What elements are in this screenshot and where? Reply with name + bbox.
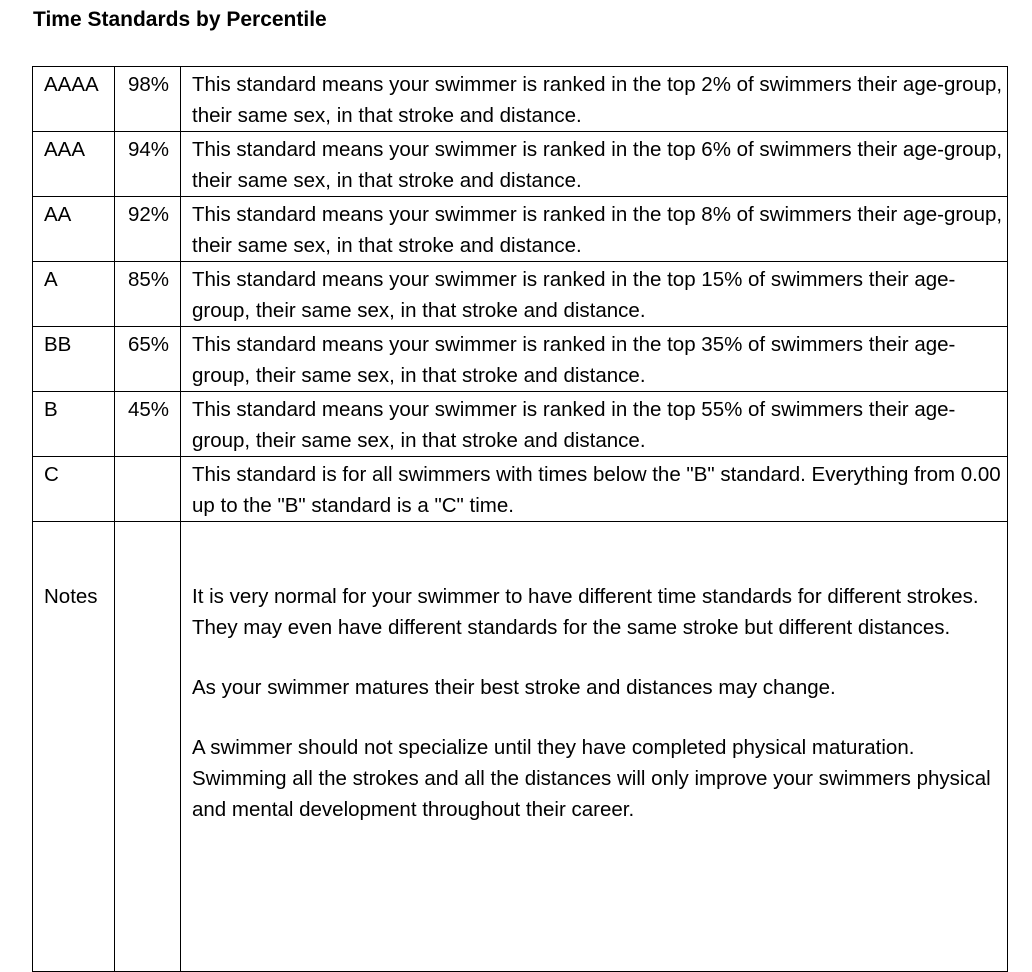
standard-level: AAA — [33, 132, 115, 197]
table-row — [33, 197, 1008, 262]
standard-description: This standard means your swimmer is ranked in the top 6% of swimmers their age-group, their same sex, in that stroke and distance. — [181, 132, 1008, 197]
standard-level: BB — [33, 327, 115, 392]
notes-label: Notes — [33, 522, 115, 972]
standard-percentile — [115, 457, 181, 522]
standard-level: AAAA — [33, 67, 115, 132]
standard-description: This standard means your swimmer is ranked in the top 35% of swimmers their age-group, their same sex, in that stroke and distance. — [181, 327, 1008, 392]
standard-description: This standard is for all swimmers with times below the "B" standard. Everything from 0.00 up to the "B" standard is a "C" time. — [181, 457, 1008, 522]
standard-percentile: 92% — [115, 197, 181, 262]
standard-level: AA — [33, 197, 115, 262]
standard-description: This standard means your swimmer is ranked in the top 15% of swimmers their age-group, their same sex, in that stroke and distance. — [181, 262, 1008, 327]
page-title: Time Standards by Percentile — [33, 8, 327, 31]
table-row — [33, 67, 1008, 132]
table-row — [33, 327, 1008, 392]
standard-description: This standard means your swimmer is ranked in the top 8% of swimmers their age-group, their same sex, in that stroke and distance. — [181, 197, 1008, 262]
table-row — [33, 262, 1008, 327]
standard-percentile: 45% — [115, 392, 181, 457]
standard-percentile: 65% — [115, 327, 181, 392]
standard-level: B — [33, 392, 115, 457]
notes-content — [181, 522, 1008, 972]
standard-level: A — [33, 262, 115, 327]
standard-percentile: 85% — [115, 262, 181, 327]
note-paragraph: As your swimmer matures their best stroke and distances may change. — [192, 676, 836, 699]
standard-percentile: 94% — [115, 132, 181, 197]
note-paragraph: It is very normal for your swimmer to have different time standards for different strokes. They may even have different standards for the same stroke but different distances. — [192, 585, 979, 639]
note-paragraph: A swimmer should not specialize until they have completed physical maturation. Swimming all the strokes and all the distances will only improve your swimmers physical and mental development throughout their career. — [192, 736, 991, 821]
table-row — [33, 457, 1008, 522]
standard-level: C — [33, 457, 115, 522]
notes-row — [33, 522, 1008, 972]
table-row — [33, 392, 1008, 457]
standards-table — [32, 66, 1008, 972]
table-row — [33, 132, 1008, 197]
standard-percentile: 98% — [115, 67, 181, 132]
notes-empty-cell — [115, 522, 181, 972]
standard-description: This standard means your swimmer is ranked in the top 2% of swimmers their age-group, their same sex, in that stroke and distance. — [181, 67, 1008, 132]
standard-description: This standard means your swimmer is ranked in the top 55% of swimmers their age-group, their same sex, in that stroke and distance. — [181, 392, 1008, 457]
